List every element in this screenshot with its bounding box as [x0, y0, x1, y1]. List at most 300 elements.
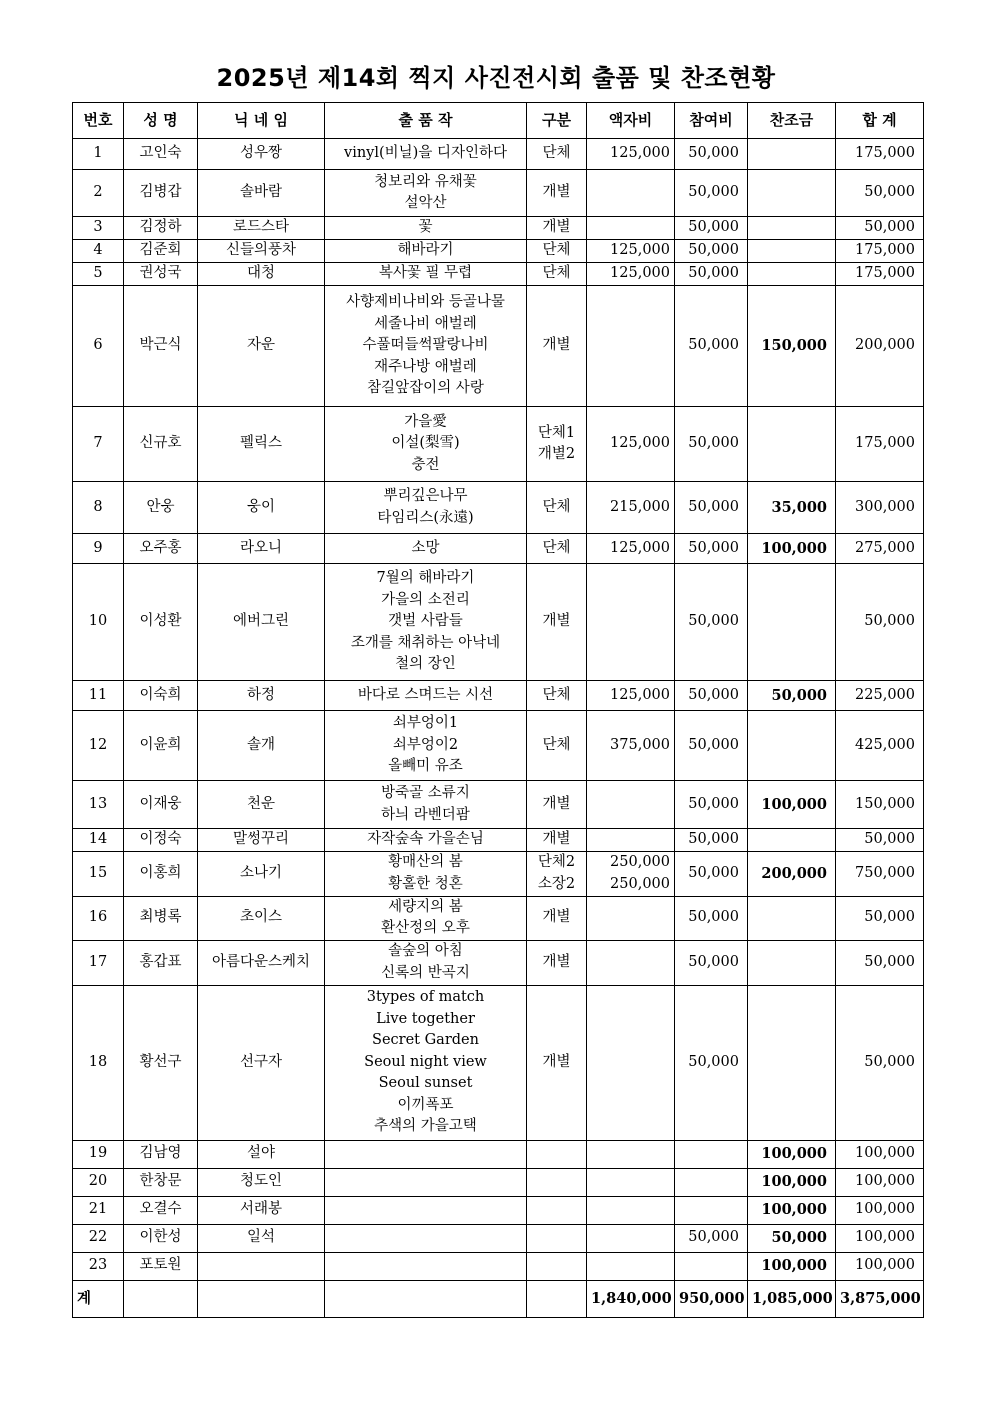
row-name: 이숙희 — [124, 681, 198, 711]
row-nickname: 신들의풍차 — [198, 240, 325, 263]
row-number: 15 — [73, 851, 124, 896]
row-sponsorship — [748, 217, 836, 240]
row-name: 이윤희 — [124, 711, 198, 781]
row-type — [527, 711, 587, 781]
row-participation-fee — [675, 1252, 748, 1280]
totals-row — [73, 1280, 924, 1317]
row-works — [325, 1252, 527, 1280]
row-type — [527, 286, 587, 407]
row-type — [527, 1224, 587, 1252]
row-works — [325, 1168, 527, 1196]
work-title: 황홀한 청혼 — [388, 875, 463, 892]
row-nickname: 라오니 — [198, 534, 325, 564]
row-works — [325, 681, 527, 711]
row-works — [325, 1196, 527, 1224]
row-works — [325, 829, 527, 852]
type-item: 개별 — [542, 613, 571, 630]
row-name: 고인숙 — [124, 139, 198, 170]
row-name: 한창문 — [124, 1168, 198, 1196]
row-type — [527, 940, 587, 985]
header-total: 합 계 — [836, 103, 924, 139]
type-item: 단체1 — [537, 424, 576, 441]
row-frame-fee — [587, 940, 675, 985]
work-title: 이설(梨雪) — [391, 435, 460, 452]
frame-fee-item: 125,000 — [610, 686, 670, 703]
row-total: 50,000 — [836, 829, 924, 852]
work-title: 세량지의 봄 — [388, 898, 463, 915]
row-name: 이재웅 — [124, 781, 198, 829]
table-row — [73, 1224, 924, 1252]
frame-fee-item: 250,000 — [610, 875, 670, 892]
row-name: 김정하 — [124, 217, 198, 240]
row-frame-fee — [587, 534, 675, 564]
row-sponsorship — [748, 240, 836, 263]
work-title: 꽃 — [418, 219, 433, 236]
row-works — [325, 1140, 527, 1168]
work-title: 가을의 소전리 — [381, 591, 470, 608]
row-participation-fee — [675, 1196, 748, 1224]
row-type — [527, 985, 587, 1140]
totals-label: 계 — [73, 1280, 124, 1317]
type-item: 단체 — [542, 242, 571, 259]
type-item: 개별 — [542, 1053, 571, 1070]
type-item: 단체2 — [537, 854, 576, 870]
row-type — [527, 407, 587, 482]
row-name: 포토원 — [124, 1252, 198, 1280]
row-sponsorship: 35,000 — [748, 482, 836, 534]
table-row — [73, 1140, 924, 1168]
work-title: 바다로 스며드는 시선 — [357, 686, 494, 703]
work-title: 수풀떠들썩팔랑나비 — [362, 337, 489, 354]
work-title: Seoul sunset — [378, 1075, 473, 1092]
row-sponsorship — [748, 940, 836, 985]
row-type — [527, 240, 587, 263]
row-name: 박근식 — [124, 286, 198, 407]
row-frame-fee — [587, 681, 675, 711]
type-item: 개별 — [542, 795, 571, 812]
row-name: 안웅 — [124, 482, 198, 534]
row-total: 275,000 — [836, 534, 924, 564]
work-title: 청보리와 유채꽃 — [374, 173, 477, 190]
header-row — [73, 103, 924, 139]
row-frame-fee — [587, 407, 675, 482]
row-sponsorship: 100,000 — [748, 1168, 836, 1196]
row-type — [527, 1140, 587, 1168]
work-title: vinyl(비닐)을 디자인하다 — [344, 145, 507, 162]
row-sponsorship — [748, 829, 836, 852]
row-name: 김준회 — [124, 240, 198, 263]
row-nickname: 성우짱 — [198, 139, 325, 170]
row-sponsorship: 100,000 — [748, 781, 836, 829]
row-nickname: 자운 — [198, 286, 325, 407]
row-sponsorship — [748, 139, 836, 170]
row-number: 17 — [73, 940, 124, 985]
row-sponsorship: 100,000 — [748, 534, 836, 564]
table-row — [73, 1168, 924, 1196]
row-frame-fee — [587, 1140, 675, 1168]
table-row — [73, 829, 924, 852]
row-works — [325, 217, 527, 240]
work-title: 소망 — [411, 539, 440, 556]
row-sponsorship: 200,000 — [748, 851, 836, 896]
row-participation-fee — [675, 1168, 748, 1196]
row-name: 오결수 — [124, 1196, 198, 1224]
row-name: 최병록 — [124, 896, 198, 940]
row-total: 175,000 — [836, 139, 924, 170]
row-participation-fee: 50,000 — [675, 534, 748, 564]
row-total: 50,000 — [836, 940, 924, 985]
row-frame-fee — [587, 1224, 675, 1252]
row-nickname: 하정 — [198, 681, 325, 711]
row-participation-fee: 50,000 — [675, 940, 748, 985]
header-name: 성 명 — [124, 103, 198, 139]
row-total: 300,000 — [836, 482, 924, 534]
row-number: 16 — [73, 896, 124, 940]
type-item: 소장2 — [537, 875, 576, 892]
type-item: 개별 — [542, 219, 571, 236]
row-type — [527, 1168, 587, 1196]
row-frame-fee — [587, 1196, 675, 1224]
row-total: 425,000 — [836, 711, 924, 781]
table-row — [73, 534, 924, 564]
header-participation-fee: 참여비 — [675, 103, 748, 139]
table-row — [73, 263, 924, 286]
row-frame-fee — [587, 263, 675, 286]
row-type — [527, 534, 587, 564]
row-sponsorship: 50,000 — [748, 1224, 836, 1252]
frame-fee-item: 125,000 — [610, 145, 670, 162]
type-item: 단체 — [542, 145, 571, 162]
row-frame-fee — [587, 851, 675, 896]
row-number: 11 — [73, 681, 124, 711]
table-row — [73, 781, 924, 829]
row-number: 1 — [73, 139, 124, 170]
row-total: 225,000 — [836, 681, 924, 711]
header-frame-fee: 액자비 — [587, 103, 675, 139]
work-title: 사향제비나비와 등골나물 — [346, 294, 505, 311]
row-type — [527, 1252, 587, 1280]
work-title: 해바라기 — [397, 242, 454, 259]
row-number: 18 — [73, 985, 124, 1140]
row-total: 50,000 — [836, 217, 924, 240]
row-participation-fee: 50,000 — [675, 985, 748, 1140]
frame-fee-item: 250,000 — [610, 854, 670, 870]
row-sponsorship — [748, 407, 836, 482]
work-title: 7월의 해바라기 — [376, 570, 475, 587]
row-frame-fee — [587, 217, 675, 240]
frame-fee-item: 125,000 — [610, 265, 670, 282]
row-participation-fee: 50,000 — [675, 407, 748, 482]
type-item: 단체 — [542, 736, 571, 753]
row-name: 권성국 — [124, 263, 198, 286]
frame-fee-item: 215,000 — [610, 498, 670, 515]
row-type — [527, 482, 587, 534]
row-name: 홍갑표 — [124, 940, 198, 985]
type-item: 단체 — [542, 539, 571, 556]
work-title: 설악산 — [404, 195, 447, 211]
table-row — [73, 711, 924, 781]
row-sponsorship — [748, 263, 836, 286]
row-name: 이홍희 — [124, 851, 198, 896]
work-title: 재주나방 애벌레 — [374, 358, 477, 375]
table-row — [73, 482, 924, 534]
row-works — [325, 170, 527, 217]
table-row — [73, 851, 924, 896]
row-frame-fee — [587, 985, 675, 1140]
work-title: 추색의 가을고택 — [374, 1118, 477, 1135]
row-participation-fee: 50,000 — [675, 851, 748, 896]
row-works — [325, 139, 527, 170]
type-item: 단체 — [542, 498, 571, 515]
row-works — [325, 240, 527, 263]
row-participation-fee: 50,000 — [675, 286, 748, 407]
row-sponsorship — [748, 170, 836, 217]
row-number: 7 — [73, 407, 124, 482]
type-item: 단체 — [542, 265, 571, 282]
work-title: 철의 장인 — [395, 656, 456, 673]
row-frame-fee — [587, 711, 675, 781]
row-participation-fee: 50,000 — [675, 829, 748, 852]
row-number: 22 — [73, 1224, 124, 1252]
row-frame-fee — [587, 240, 675, 263]
row-works — [325, 263, 527, 286]
row-nickname: 솔바람 — [198, 170, 325, 217]
work-title: 솔숲의 아침 — [388, 943, 463, 959]
row-total: 50,000 — [836, 564, 924, 681]
row-frame-fee — [587, 170, 675, 217]
row-total: 175,000 — [836, 240, 924, 263]
work-title: 3types of match — [366, 989, 485, 1006]
row-total: 100,000 — [836, 1168, 924, 1196]
row-nickname: 천운 — [198, 781, 325, 829]
work-title: 신록의 반곡지 — [381, 964, 470, 981]
table-row — [73, 1196, 924, 1224]
row-nickname: 설야 — [198, 1140, 325, 1168]
row-participation-fee: 50,000 — [675, 263, 748, 286]
row-total: 150,000 — [836, 781, 924, 829]
row-number: 5 — [73, 263, 124, 286]
row-number: 19 — [73, 1140, 124, 1168]
row-works — [325, 564, 527, 681]
work-title: 뿌리깊은나무 — [383, 488, 468, 504]
row-works — [325, 851, 527, 896]
work-title: 참길앞잡이의 사랑 — [367, 380, 484, 397]
row-name: 이정숙 — [124, 829, 198, 852]
row-works — [325, 985, 527, 1140]
work-title: 복사꽃 필 무렵 — [378, 265, 473, 282]
header-sponsorship: 찬조금 — [748, 103, 836, 139]
row-type — [527, 217, 587, 240]
row-number: 21 — [73, 1196, 124, 1224]
row-name: 김병갑 — [124, 170, 198, 217]
row-works — [325, 711, 527, 781]
work-title: 황매산의 봄 — [388, 854, 463, 870]
row-participation-fee: 50,000 — [675, 482, 748, 534]
row-works — [325, 940, 527, 985]
row-number: 10 — [73, 564, 124, 681]
row-works — [325, 534, 527, 564]
row-number: 13 — [73, 781, 124, 829]
row-total: 100,000 — [836, 1196, 924, 1224]
table-row — [73, 170, 924, 217]
totals-frame: 1,840,000 — [587, 1280, 675, 1317]
work-title: 세줄나비 애벌레 — [374, 315, 477, 332]
row-type — [527, 896, 587, 940]
frame-fee-item: 125,000 — [610, 435, 670, 452]
row-number: 2 — [73, 170, 124, 217]
row-frame-fee — [587, 1168, 675, 1196]
frame-fee-item: 125,000 — [610, 242, 670, 259]
row-participation-fee: 50,000 — [675, 240, 748, 263]
row-nickname: 소나기 — [198, 851, 325, 896]
totals-empty — [527, 1280, 587, 1317]
row-nickname: 일석 — [198, 1224, 325, 1252]
row-total: 50,000 — [836, 985, 924, 1140]
row-nickname: 초이스 — [198, 896, 325, 940]
row-number: 4 — [73, 240, 124, 263]
type-item: 개별 — [542, 831, 571, 847]
row-total: 100,000 — [836, 1224, 924, 1252]
type-item: 개별2 — [537, 446, 576, 462]
type-item: 단체 — [542, 686, 571, 703]
row-type — [527, 139, 587, 170]
row-name: 신규호 — [124, 407, 198, 482]
work-title: 쇠부엉이1 — [392, 715, 459, 732]
header-no: 번호 — [73, 103, 124, 139]
work-title: 자작숲속 가을손님 — [367, 831, 484, 847]
row-frame-fee — [587, 1252, 675, 1280]
row-nickname — [198, 1252, 325, 1280]
row-sponsorship — [748, 711, 836, 781]
row-name: 황선구 — [124, 985, 198, 1140]
work-title: 조개를 채취하는 아낙네 — [350, 634, 501, 651]
row-frame-fee — [587, 896, 675, 940]
row-frame-fee — [587, 564, 675, 681]
table-row — [73, 985, 924, 1140]
work-title: 갯벌 사람들 — [388, 613, 463, 630]
row-works — [325, 781, 527, 829]
frame-fee-item: 375,000 — [610, 736, 670, 753]
work-title: 올빼미 유조 — [388, 758, 463, 775]
row-sponsorship — [748, 985, 836, 1140]
row-works — [325, 896, 527, 940]
work-title: Secret Garden — [372, 1032, 479, 1049]
header-works: 출 품 작 — [325, 103, 527, 139]
row-total: 100,000 — [836, 1252, 924, 1280]
table-row — [73, 1252, 924, 1280]
totals-sponsor: 1,085,000 — [748, 1280, 836, 1317]
row-frame-fee — [587, 829, 675, 852]
table-row — [73, 286, 924, 407]
type-item: 개별 — [542, 953, 571, 970]
row-works — [325, 482, 527, 534]
row-participation-fee: 50,000 — [675, 170, 748, 217]
frame-fee-item: 125,000 — [610, 539, 670, 556]
row-total: 200,000 — [836, 286, 924, 407]
row-sponsorship: 100,000 — [748, 1140, 836, 1168]
type-item: 개별 — [542, 337, 571, 354]
row-total: 100,000 — [836, 1140, 924, 1168]
page-title: 2025년 제14회 찍지 사진전시회 출품 및 찬조현황 — [216, 64, 776, 92]
row-participation-fee: 50,000 — [675, 564, 748, 681]
row-sponsorship: 100,000 — [748, 1252, 836, 1280]
row-nickname: 말썽꾸리 — [198, 829, 325, 852]
row-total: 50,000 — [836, 170, 924, 217]
row-number: 8 — [73, 482, 124, 534]
row-frame-fee — [587, 139, 675, 170]
header-nickname: 닉 네 임 — [198, 103, 325, 139]
totals-fee: 950,000 — [675, 1280, 748, 1317]
row-number: 12 — [73, 711, 124, 781]
row-name: 오주홍 — [124, 534, 198, 564]
table-row — [73, 217, 924, 240]
row-name: 이한성 — [124, 1224, 198, 1252]
row-type — [527, 1196, 587, 1224]
row-nickname: 에버그린 — [198, 564, 325, 681]
row-type — [527, 781, 587, 829]
row-participation-fee — [675, 1140, 748, 1168]
table-row — [73, 407, 924, 482]
row-nickname: 펠릭스 — [198, 407, 325, 482]
row-works — [325, 1224, 527, 1252]
row-type — [527, 564, 587, 681]
row-participation-fee: 50,000 — [675, 139, 748, 170]
row-nickname: 선구자 — [198, 985, 325, 1140]
work-title: Seoul night view — [364, 1053, 487, 1070]
row-participation-fee: 50,000 — [675, 896, 748, 940]
row-participation-fee: 50,000 — [675, 781, 748, 829]
row-sponsorship — [748, 564, 836, 681]
row-number: 14 — [73, 829, 124, 852]
row-type — [527, 263, 587, 286]
row-participation-fee: 50,000 — [675, 681, 748, 711]
row-type — [527, 829, 587, 852]
row-name: 김남영 — [124, 1140, 198, 1168]
totals-total: 3,875,000 — [836, 1280, 924, 1317]
type-item: 개별 — [542, 909, 571, 926]
row-number: 9 — [73, 534, 124, 564]
row-sponsorship: 50,000 — [748, 681, 836, 711]
exhibition-table — [72, 102, 924, 1318]
row-frame-fee — [587, 286, 675, 407]
table-row — [73, 896, 924, 940]
row-name: 이성환 — [124, 564, 198, 681]
row-sponsorship — [748, 896, 836, 940]
row-type — [527, 170, 587, 217]
totals-empty — [124, 1280, 198, 1317]
row-participation-fee: 50,000 — [675, 1224, 748, 1252]
row-nickname: 웅이 — [198, 482, 325, 534]
row-nickname: 아름다운스케치 — [198, 940, 325, 985]
header-type: 구분 — [527, 103, 587, 139]
row-frame-fee — [587, 482, 675, 534]
row-nickname: 대청 — [198, 263, 325, 286]
row-nickname: 청도인 — [198, 1168, 325, 1196]
row-total: 750,000 — [836, 851, 924, 896]
row-participation-fee: 50,000 — [675, 711, 748, 781]
work-title: 환산정의 오후 — [381, 920, 470, 936]
totals-empty — [198, 1280, 325, 1317]
work-title: 방죽골 소류지 — [381, 785, 470, 801]
row-total: 175,000 — [836, 407, 924, 482]
row-total: 175,000 — [836, 263, 924, 286]
row-type — [527, 681, 587, 711]
row-works — [325, 286, 527, 407]
row-works — [325, 407, 527, 482]
work-title: 쇠부엉이2 — [392, 736, 459, 753]
work-title: 하늬 라벤더팜 — [381, 806, 470, 823]
work-title: Live together — [376, 1010, 475, 1027]
